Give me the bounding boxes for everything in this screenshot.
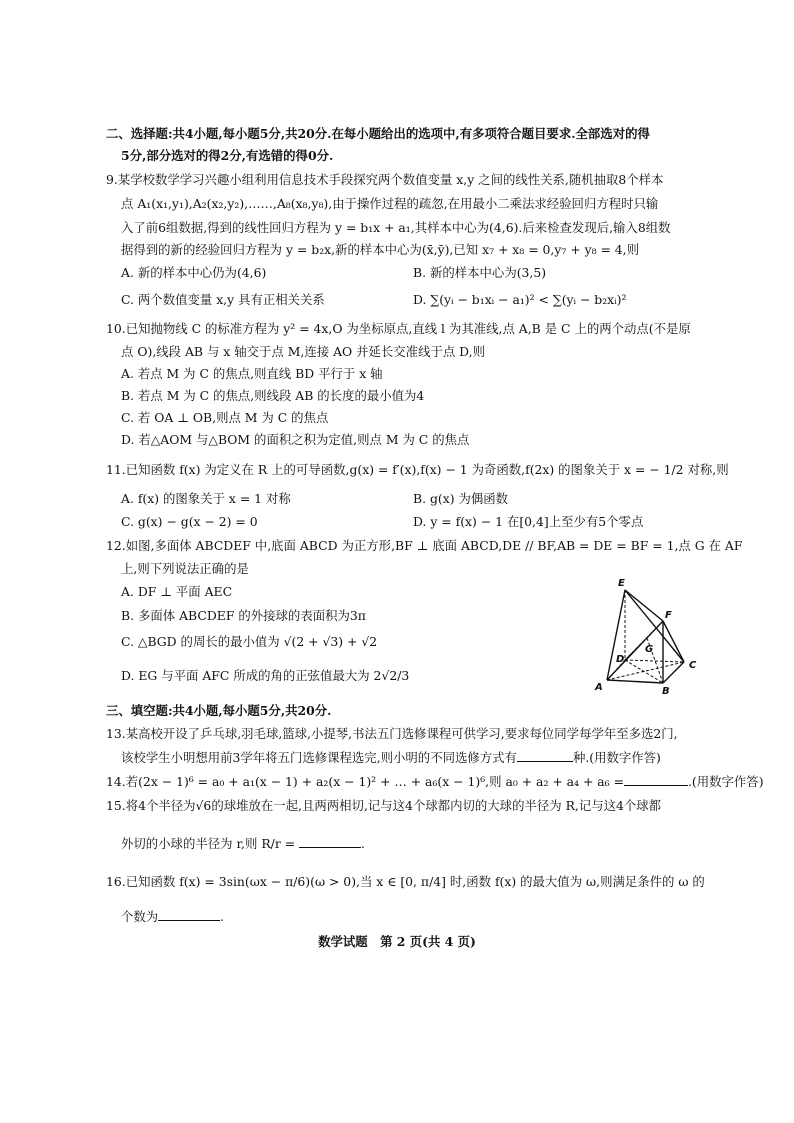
q12-option-d: D. EG 与平面 AFC 所成的角的正弦值最大为 2√2/3 xyxy=(121,668,410,683)
q13-text-a: 该校学生小明想用前3学年将五门选修课程选完,则小明的不同选修方式有 xyxy=(121,750,517,765)
q9-stem-line3: 入了前6组数据,得到的线性回归方程为 y = b₁x + a₁,其样本中心为(4,6).后来检查发现后,输入8组数 xyxy=(121,220,671,235)
edge-ef xyxy=(625,590,663,621)
edge-bc xyxy=(663,662,684,683)
label-d: D xyxy=(616,654,625,665)
page-footer: 数学试题 第 2 页(共 4 页) xyxy=(318,934,476,949)
q13-answer-blank[interactable] xyxy=(517,749,573,762)
q15-stem-line1: 15.将4个半径为√6的球堆放在一起,且两两相切,记与这4个球都内切的大球的半径为 R,记与这4个球都 xyxy=(106,798,662,813)
q10-stem-line1: 10.已知抛物线 C 的标准方程为 y² = 4x,O 为坐标原点,直线 l 为其准线,点 A,B 是 C 上的两个动点(不是原 xyxy=(106,321,691,336)
label-b: B xyxy=(662,686,670,697)
edge-ea xyxy=(607,590,625,680)
q10-option-c: C. 若 OA ⊥ OB,则点 M 为 C 的焦点 xyxy=(121,410,329,425)
q10-option-b: B. 若点 M 为 C 的焦点,则线段 AB 的长度的最小值为4 xyxy=(121,388,425,403)
q15-text-a: 外切的小球的半径为 r,则 xyxy=(121,836,258,851)
q12-stem-line2: 上,则下列说法正确的是 xyxy=(121,561,249,576)
q14-answer-blank[interactable] xyxy=(624,773,688,786)
q9-option-c: C. 两个数值变量 x,y 具有正相关关系 xyxy=(121,292,325,307)
q14-text-a: 14.若(2x − 1)⁶ = a₀ + a₁(x − 1) + a₂(x − 1)² + … + a₆(x − 1)⁶,则 a₀ + a₂ + a₄ + a₆ = xyxy=(106,774,624,789)
edge-dc xyxy=(625,660,684,662)
q16-stem-line1: 16.已知函数 f(x) = 3sin(ωx − π/6)(ω > 0),当 x ∈ [0, π/4] 时,函数 f(x) 的最大值为 ω,则满足条件的 ω 的 xyxy=(106,874,705,889)
q12-option-a: A. DF ⊥ 平面 AEC xyxy=(121,584,233,599)
label-a: A xyxy=(595,682,603,693)
q10-stem-line2: 点 O),线段 AB 与 x 轴交于点 M,连接 AO 并延长交准线于点 D,则 xyxy=(121,344,486,359)
q14-text-b: .(用数字作答) xyxy=(687,774,764,789)
q15-fraction: R/r xyxy=(261,836,281,851)
q9-option-a: A. 新的样本中心仍为(4,6) xyxy=(121,265,267,280)
edge-fc xyxy=(663,621,684,662)
q15-answer-blank[interactable] xyxy=(299,835,361,848)
q13-text-b: 种.(用数字作答) xyxy=(572,750,661,765)
label-c: C xyxy=(689,660,697,671)
q10-option-d: D. 若△AOM 与△BOM 的面积之积为定值,则点 M 为 C 的焦点 xyxy=(121,432,470,447)
section2-header-cont: 5分,部分选对的得2分,有选错的得0分. xyxy=(121,148,334,163)
q9-stem-line2: 点 A₁(x₁,y₁),A₂(x₂,y₂),……,A₈(x₈,y₈),由于操作过程的疏忽,在用最小二乘法求经验回归方程时只输 xyxy=(121,196,659,211)
q11-option-b: B. g(x) 为偶函数 xyxy=(413,491,509,506)
q12-option-b: B. 多面体 ABCDEF 的外接球的表面积为3π xyxy=(121,608,366,623)
q9-stem-line4: 据得到的新的经验回归方程为 y = b₂x,新的样本中心为(x̄,ȳ),已知 x₇ + x₈ = 0,y₇ + y₈ = 4,则 xyxy=(121,242,640,257)
q9-option-b: B. 新的样本中心为(3,5) xyxy=(413,265,547,280)
q16-text: 个数为 xyxy=(121,909,159,924)
q15-text-b: = xyxy=(284,836,296,851)
q12-stem-line1: 12.如图,多面体 ABCDEF 中,底面 ABCD 为正方形,BF ⊥ 底面 ABCD,DE // BF,AB = DE = BF = 1,点 G 在 AF xyxy=(106,538,743,553)
q10-option-a: A. 若点 M 为 C 的焦点,则直线 BD 平行于 x 轴 xyxy=(121,366,383,381)
edge-ab xyxy=(607,680,663,683)
label-g: G xyxy=(645,644,654,655)
q11-stem: 11.已知函数 f(x) 为定义在 R 上的可导函数,g(x) = f′(x),f(x) − 1 为奇函数,f(2x) 的图象关于 x = − 1/2 对称,则 xyxy=(106,462,729,477)
q13-stem-line1: 13.某高校开设了乒乓球,羽毛球,篮球,小提琴,书法五门选修课程可供学习,要求每位同学每学年至多选2门, xyxy=(106,726,678,741)
label-e: E xyxy=(618,578,625,589)
polyhedron-figure xyxy=(585,572,715,702)
q11-option-a: A. f(x) 的图象关于 x = 1 对称 xyxy=(121,491,291,506)
section2-header: 二、选择题:共4小题,每小题5分,共20分.在每小题给出的选项中,有多项符合题目要求.全部选对的得 xyxy=(106,126,650,141)
q16-answer-blank[interactable] xyxy=(158,908,220,921)
label-f: F xyxy=(665,610,672,621)
q16-stem-line2: 个数为 . xyxy=(121,909,225,924)
q9-option-d: D. ∑(yᵢ − b₁xᵢ − a₁)² < ∑(yᵢ − b₂xᵢ)² xyxy=(413,292,627,307)
q15-stem-line2: 外切的小球的半径为 r,则 R/r = . xyxy=(121,836,365,851)
q12-option-c: C. △BGD 的周长的最小值为 √(2 + √3) + √2 xyxy=(121,634,378,649)
q13-stem-line2 xyxy=(121,749,661,766)
q9-stem-line1: 9.某学校数学学习兴趣小组利用信息技术手段探究两个数值变量 x,y 之间的线性关系,随机抽取8个样本 xyxy=(106,172,664,187)
q14-stem xyxy=(106,773,764,790)
q11-option-c: C. g(x) − g(x − 2) = 0 xyxy=(121,514,258,529)
section3-header: 三、填空题:共4小题,每小题5分,共20分. xyxy=(106,703,332,718)
q11-option-d: D. y = f(x) − 1 在[0,4]上至少有5个零点 xyxy=(413,514,644,529)
